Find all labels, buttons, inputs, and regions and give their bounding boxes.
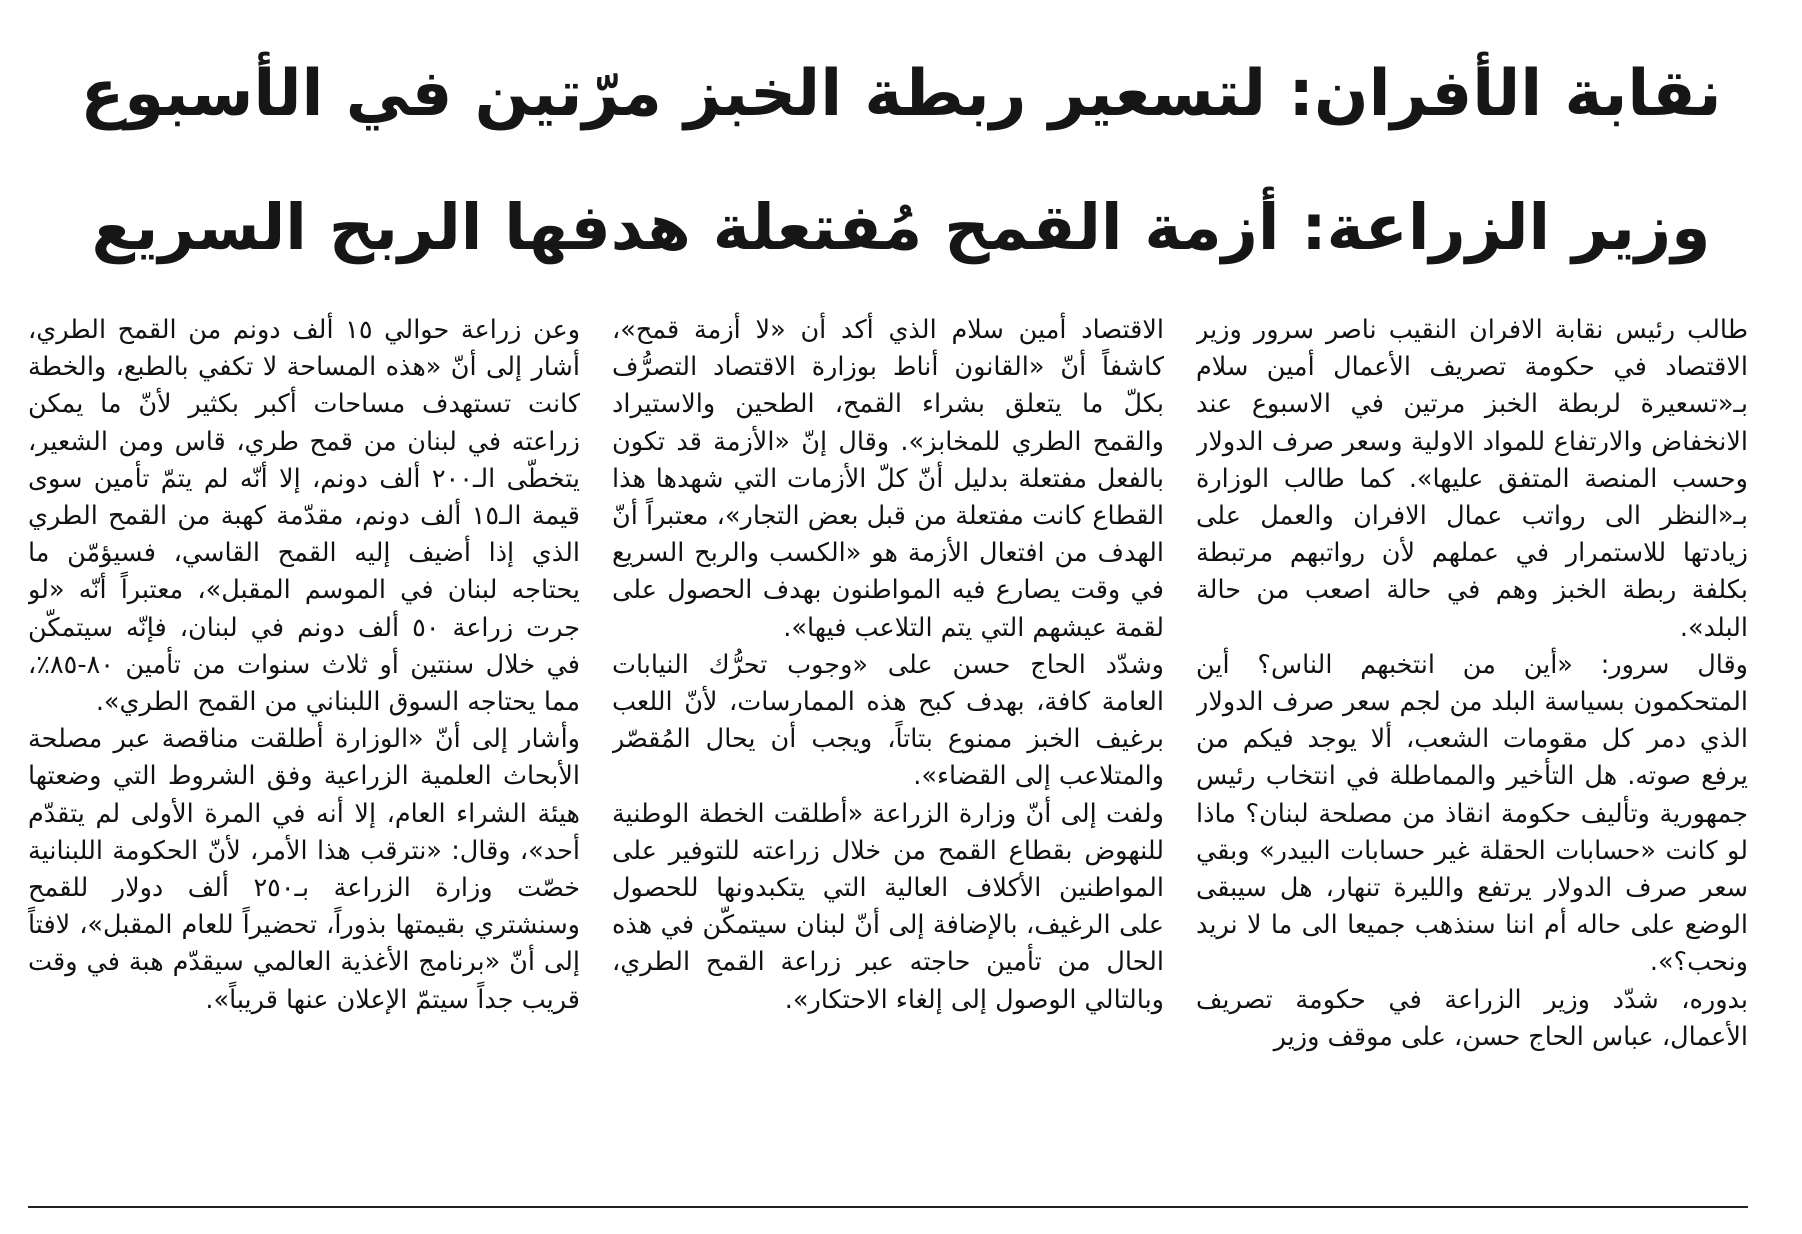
article-column-2 [612,312,1164,1202]
bottom-rule [28,1206,1748,1208]
headline-line-2: وزير الزراعة: أزمة القمح مُفتعلة هدفها الربح السريع [91,191,1711,264]
article-column-1 [1196,312,1748,1202]
headline-line-1: نقابة الأفران: لتسعير ربطة الخبز مرّتين في الأسبوع [80,57,1722,131]
article-column-3 [28,312,580,1202]
article-columns [28,312,1748,1202]
column-1-text: طالب رئيس نقابة الافران النقيب ناصر سرور وزير الاقتصاد في حكومة تصريف الأعمال أمين سلام بـ«تسعيرة لربطة الخبز مرتين في الاسبوع عند الانخفاض والارتفاع للمواد الاولية وسعر صرف الدولار وحسب المنصة المتفق عليها». كما طالب الوزارة بـ«النظر الى رواتب عمال الافران والعمل على زيادتها للاستمرار في عملهم لأن رواتبهم مرتبطة بكلفة ربطة الخبز وهم في حالة اصعب من حالة البلد». وقال سرور: «أين من انتخبهم الناس؟ أين المتحكمون بسياسة البلد من لجم سعر صرف الدولار الذي دمر كل مقومات الشعب، ألا يوجد فيكم من يرفع صوته. هل التأخير والمماطلة في انتخاب رئيس جمهورية وتأليف حكومة انقاذ من مصلحة لبنان؟ ماذا لو كانت «حسابات الحقلة غير حسابات البيدر» وبقي سعر صرف الدولار يرتفع والليرة تنهار، هل سيبقى الوضع على حاله أم اننا سنذهب جميعا الى ما لا نريد ونحب؟». بدوره، شدّد وزير الزراعة في حكومة تصريف الأعمال، عباس الحاج حسن، على موقف وزير [1196,315,1748,1052]
column-3-text: وعن زراعة حوالي ١٥ ألف دونم من القمح الطري، أشار إلى أنّ «هذه المساحة لا تكفي بالطبع، والخطة كانت تستهدف مساحات أكبر بكثير لأنّ ما يمكن زراعته في لبنان من قمح طري، قاس ومن الشعير، يتخطّى الـ٢٠٠ ألف دونم، إلا أنّه لم يتمّ تأمين سوى قيمة الـ١٥ ألف دونم، مقدّمة كهبة من القمح الطري الذي إذا أضيف إليه القمح القاسي، فسيؤمّن ما يحتاجه لبنان في الموسم المقبل»، معتبراً أنّه «لو جرت زراعة ٥٠ ألف دونم في لبنان، فإنّه سيتمكّن في خلال سنتين أو ثلاث سنوات من تأمين ٨٠-٨٥٪، مما يحتاجه السوق اللبناني من القمح الطري». وأشار إلى أنّ «الوزارة أطلقت مناقصة عبر مصلحة الأبحاث العلمية الزراعية وفق الشروط التي وضعتها هيئة الشراء العام، إلا أنه في المرة الأولى لم يتقدّم أحد»، وقال: «نترقب هذا الأمر، لأنّ الحكومة اللبنانية خصّت وزارة الزراعة بـ٢٥٠ ألف دولار للقمح وسنشتري بقيمتها بذوراً، تحضيراً للعام المقبل»، لافتاً إلى أنّ «برنامج الأغذية العالمي سيقدّم هبة في وقت قريب جداً سيتمّ الإعلان عنها قريباً». [28,315,580,1015]
column-2-text: الاقتصاد أمين سلام الذي أكد أن «لا أزمة قمح»، كاشفاً أنّ «القانون أناط بوزارة الاقتصاد التصرُّف بكلّ ما يتعلق بشراء القمح، الطحين والاستيراد والقمح الطري للمخابز». وقال إنّ «الأزمة قد تكون بالفعل مفتعلة بدليل أنّ كلّ الأزمات التي شهدها هذا القطاع كانت مفتعلة من قبل بعض التجار»، معتبراً أنّ الهدف من افتعال الأزمة هو «الكسب والربح السريع في وقت يصارع فيه المواطنون بهدف الحصول على لقمة عيشهم التي يتم التلاعب فيها». وشدّد الحاج حسن على «وجوب تحرُّك النيابات العامة كافة، بهدف كبح هذه الممارسات، لأنّ اللعب برغيف الخبز ممنوع بتاتاً، ويجب أن يحال المُقصّر والمتلاعب إلى القضاء». ولفت إلى أنّ وزارة الزراعة «أطلقت الخطة الوطنية للنهوض بقطاع القمح من خلال زراعته للتوفير على المواطنين الأكلاف العالية التي يتكبدونها للحصول على الرغيف، بالإضافة إلى أنّ لبنان سيتمكّن في هذه الحال من تأمين حاجته عبر زراعة القمح الطري، وبالتالي الوصول إلى إلغاء الاحتكار». [612,315,1164,1015]
